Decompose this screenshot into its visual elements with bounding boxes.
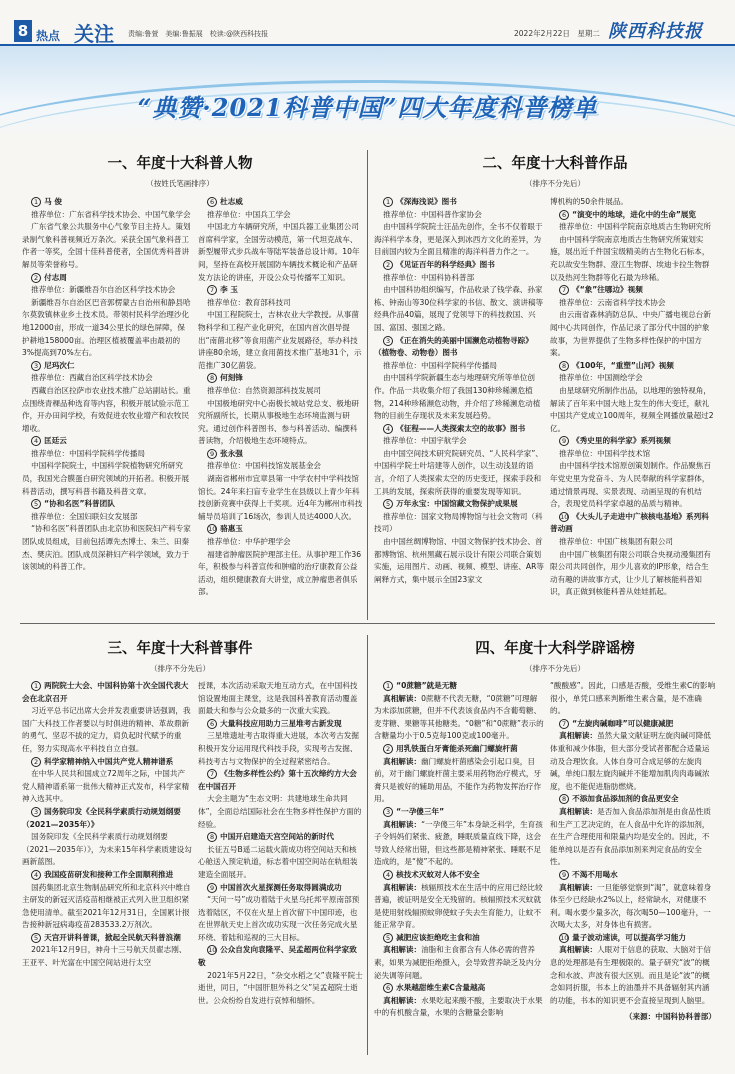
- item-number: 10: [208, 525, 217, 534]
- item-heading: [198, 831, 364, 844]
- item-heading: [374, 743, 544, 756]
- item-heading: [550, 435, 716, 448]
- paragraph: [22, 460, 192, 498]
- paragraph: [198, 221, 364, 284]
- item-heading: [550, 869, 716, 882]
- paragraph-text: 由星球研究所制作出品，以地理的独特视角，解读了百年来中国大地上发生的伟大变迁，献礼中国共产党成立100周年，视频全网播放量超过2亿。: [550, 385, 714, 433]
- item-title: 尼玛次仁: [44, 360, 75, 370]
- item-number: 5: [31, 499, 41, 509]
- item-title: 《大头儿子走进中广核核电基地》系列科普动画: [550, 511, 709, 534]
- item-number: 10: [560, 512, 569, 521]
- item-title: 不添加食品添加剂的食品更安全: [572, 794, 679, 804]
- recommender-line: 推荐单位：中国科协科普部: [383, 272, 475, 282]
- item-number: 9: [207, 883, 217, 893]
- paragraph: [198, 398, 364, 448]
- item-title: 《“象”往哪边》视频: [572, 285, 643, 295]
- item-number: 7: [207, 769, 217, 779]
- paragraph: [374, 284, 544, 334]
- item-number: 8: [207, 373, 217, 383]
- item-heading: [198, 718, 364, 731]
- item-number: 1: [31, 681, 41, 691]
- main-title: “典赞·2021科普中国”四大年度科普榜单: [137, 93, 598, 122]
- item-number: 3: [31, 807, 41, 817]
- paragraph: [22, 221, 192, 271]
- item-heading: [374, 335, 544, 360]
- item-heading: [374, 680, 544, 693]
- item-heading: [198, 448, 364, 461]
- item-heading: [550, 360, 716, 373]
- item-number: 5: [383, 933, 393, 943]
- truth-explanation: 真相解读：人眼对于信息的获取、大脑对于信息的处理都是有生理极限的。量子研究“波”的概念和水波、声波有很大区别。而且是论“波”的概念如同折服，书本上的油墨并不具备辐射其内涵的功能，书本的知识更不会直接呈现到人脑里。: [550, 945, 711, 1005]
- paragraph: [374, 819, 544, 869]
- section-2-column-left: [374, 196, 544, 616]
- truth-explanation: 真相解读：是否加入食品添加剂是由食品性质和生产工艺决定的，在人食品中允许的添加剂，在生产合理使用和限量内均是安全的。因此，不能单纯以是否有食品添加剂来判定食品的安全性。: [550, 806, 711, 867]
- item-title: 《深海浅说》图书: [396, 197, 457, 206]
- editors-line: 责编:鲁萱 美编:鲁振展 校读:@陕西科技报: [128, 30, 269, 38]
- recommender-line: 推荐单位：教育部科技司: [207, 297, 291, 307]
- item-number: 5: [383, 499, 393, 509]
- item-number: 2: [31, 273, 41, 283]
- paragraph-text: 2021年12月9日，神舟十三号航天员翟志刚、王亚平、叶光富在中国空间站进行太空: [22, 945, 187, 968]
- item-number: 4: [31, 870, 41, 880]
- paragraph-text: 由中国科学院南京地质古生物研究所策划实施，展出近千件国宝级精美的古生物化石标本，充以故安生物群、澄江生物群、埃迪卡拉生物群以及热河生物群等化石最为珍稀。: [550, 234, 710, 282]
- item-title: 公众自发向袁隆平、吴孟超两位科学家致敬: [198, 945, 357, 968]
- paragraph-text: 由中国科学院新疆生态与地理研究所等单位创作。作品一共收集介绍了我国130种珍稀濒危植物，214种珍稀濒危动物，并介绍了珍稀濒危动植物的目前生存现状及未来发展趋势。: [374, 373, 541, 421]
- truth-explanation: 真相解读：水果吃起来酸不酸，主要取决于水果中的有机酸含量，水果的含糖量会影响: [374, 995, 543, 1018]
- item-number: 2: [31, 757, 41, 767]
- truth-explanation: 真相解读：0蔗糖不代表无糖，“0蔗糖”可理解为未添加蔗糖，但并不代表该食品内不含葡萄糖、麦芽糖、果糖等其他糖类。“0糖”和“0蔗糖”表示的含糖量均小于0.5克每100克或100毫升。: [374, 693, 544, 741]
- paragraph: [550, 385, 716, 435]
- truth-label: 真相解读：: [383, 882, 422, 892]
- item-heading: [374, 498, 544, 511]
- recommender-line: 推荐单位：广东省科学技术协会、中国气象学会: [31, 209, 191, 219]
- section-label-b: 关注: [74, 22, 114, 46]
- item-number: 4: [31, 436, 41, 446]
- source-credit: （来源：中国科协科普部）: [624, 1012, 716, 1022]
- section-4-note: （排序不分先后）: [525, 664, 585, 673]
- recommender-line: 推荐单位：自然资源部科技发展司: [207, 385, 322, 395]
- item-number: 7: [559, 719, 569, 729]
- page-header: [0, 0, 735, 46]
- paragraph: [374, 536, 544, 586]
- item-heading: [198, 882, 364, 895]
- item-heading: [198, 944, 364, 969]
- item-number: 6: [207, 197, 217, 207]
- paragraph-text: 中国极地研究中心南极长城站党总支、极地研究所副所长，长期从事极地生态环境监测与研究。通过创作科普图书、参与科普活动、编撰科普读物，介绍极地生态环境特点。: [198, 398, 359, 446]
- truth-label: 真相解读：: [383, 995, 422, 1005]
- paragraph: [198, 549, 364, 599]
- item-heading: [374, 869, 544, 882]
- truth-explanation: 真相解读：虽然大量文献证明左旋肉碱可降低体重和减少体脂，但大部分受试者都配合适量运动及合理饮食。人体自身可合成足够的左旋肉碱，单纯口服左旋肉碱并不能增加肌肉肉毒碱浓度，也不能促进脂肪燃烧。: [550, 731, 711, 791]
- paragraph-text: 长征五号B遥二运载火箭成功将空间站天和核心舱送入预定轨道，标志着中国空间站在轨组装建造全面展开。: [198, 844, 358, 879]
- paragraph-text: 广东省气象公共服务中心气象节目主持人。策划录制气象科普视频近万条次。采获全国气象科普工作者一等奖，全国十佳科普使者，全国优秀科普讲解员等荣誉称号。: [22, 222, 191, 269]
- paragraph-text: 中国工程院院士，吉林农业大学教授。从事菌物科学和工程产业化研究，在国内首次倡导提出“南菌北移”等食用菌产业发展路径，举办科技讲座80余场，建立食用菌技术推广基地31个，示范推广30亿菌袋。: [198, 310, 362, 370]
- item-number: 4: [383, 424, 393, 434]
- item-heading: [22, 806, 192, 831]
- paragraph-text: 国务院印发《全民科学素质行动规划纲要（2021—2035年）》，为未来15年科学素质建设勾画新蓝图。: [22, 832, 192, 867]
- paragraph: [198, 473, 364, 523]
- paragraph-continued: 博机构的50余件展品。: [550, 197, 629, 206]
- paragraph: [22, 768, 192, 806]
- item-title: 《征程——人类探索太空的故事》图书: [396, 423, 526, 433]
- item-number: 3: [383, 807, 393, 817]
- truth-explanation: 真相解读：油脂和主食都含有人体必需的营养素，如果为减肥拒绝摄入，会导致营养缺乏及内分泌失调等问题。: [374, 945, 542, 980]
- item-heading: [22, 498, 192, 511]
- truth-explanation: 真相解读：一旦能够觉察到“渴”，就意味着身体至少已经缺水2%以上，经常缺水，对健康不利。喝水要少量多次，每次喝50—100毫升，一次喝大太多，对身体也有损害。: [550, 882, 712, 930]
- recommender-line: 推荐单位：新疆维吾尔自治区科学技术协会: [31, 285, 176, 295]
- item-heading: [198, 196, 364, 209]
- truth-label: 真相解读：: [559, 806, 598, 816]
- issue-date: 2022年2月22日 星期二: [514, 29, 600, 38]
- recommender-line: 推荐单位：中国测绘学会: [559, 373, 643, 383]
- item-number: 1: [31, 197, 41, 207]
- truth-label: 真相解读：: [383, 945, 422, 955]
- item-title: 中国开启建造天宫空间站的新时代: [220, 832, 335, 842]
- item-heading: [198, 523, 364, 536]
- paragraph-text: 国药集团北京生物制品研究所和北京科兴中维自主研发的新冠灭活疫苗相继被正式列入世卫组织紧急使用清单。截至2021年12月31日，全国累计报告接种新冠病毒疫苗283533.2万剂次。: [22, 882, 191, 930]
- item-title: 万年永宝：中国馆藏文物保护成果展: [396, 499, 518, 509]
- section-2-column-right: [550, 196, 716, 616]
- item-heading: [22, 360, 192, 373]
- item-title: 大量科技应用助力三星堆考古新发现: [220, 718, 342, 728]
- paragraph-text: 由中国科学技术馆原创策划制作。作品聚焦百年党史里为党奋斗、为人民奉献的科学家群体，通过情景再现、实景表现、动画呈现的有机结合，表现党员科学家卓越的品质与精神。: [550, 461, 711, 509]
- column-divider-bottom: [367, 635, 368, 1055]
- newspaper-logo: 陕西科技报: [608, 21, 703, 42]
- paragraph-continued: “酸酸感”。因此，口感是否酸，受维生素C的影响很小，单凭口感来判断维生素含量，是不准确的。: [550, 681, 716, 716]
- truth-explanation: 真相解读：幽门螺旋杆菌感染会引起口臭，目前，对于幽门螺旋杆菌主要采用药物治疗模式，牙膏只是被好的辅助用品，不能作为药物发挥治疗作用。: [374, 756, 542, 804]
- item-heading: [374, 982, 544, 995]
- paragraph-text: 中国科学院院士，中国科学院植物研究所研究员，我国光合膜蛋白研究领域的开拓者。积极开展科普活动，撰写科普书籍及科普文章。: [22, 461, 190, 496]
- item-title: 天宫开讲科普课，掀起全民航天科普浪潮: [44, 932, 181, 942]
- section-divider: [20, 623, 715, 624]
- recommender-line: 推荐单位：国家文物局博物馆与社会文物司（科技司）: [374, 511, 543, 534]
- section-2-title: 二、年度十大科普作品: [482, 156, 628, 172]
- section-3-note: （排序不分先后）: [150, 664, 210, 673]
- item-heading: [374, 196, 544, 209]
- section-3-column-left: [22, 680, 192, 1066]
- recommender-line: 推荐单位：中国科普作家协会: [383, 209, 482, 219]
- section-4-title: 四、年度十大科学辟谣榜: [475, 641, 635, 657]
- paragraph-text: 三星堆遗址考古取得重大进展，本次考古发掘积极开发分运用现代科技手段，实现考古发掘、科技考古与文物保护的全过程紧密结合。: [198, 731, 359, 766]
- paragraph: [374, 448, 544, 498]
- item-title: “左旋肉碱咖啡”可以健康减肥: [572, 718, 674, 728]
- item-number: 3: [31, 361, 41, 371]
- paragraph: [22, 523, 192, 573]
- paragraph: [198, 894, 364, 944]
- item-title: 国务院印发《全民科学素质行动规划纲要（2021—2035年）》: [22, 806, 181, 829]
- paragraph-text: “协和名医”科普团队由北京协和医院妇产科专家团队成员组成，目前包括谭先杰博士、朱兰、田秦杰、樊庆泊。团队成员深耕妇产科学领域，致力于该领域的科普工作。: [22, 524, 191, 572]
- item-heading: [198, 284, 364, 297]
- recommender-line: 推荐单位：中华护理学会: [207, 537, 291, 547]
- item-number: 9: [559, 870, 569, 880]
- item-number: 10: [208, 946, 217, 955]
- item-title: “演变中的地球，进化中的生命”展览: [572, 209, 696, 219]
- recommender-line: 推荐单位：中国科学院科学传播局: [31, 448, 146, 458]
- item-heading: [374, 423, 544, 436]
- paragraph: [550, 460, 716, 510]
- recommender-line: 推荐单位：中国科技馆发展基金会: [207, 461, 322, 471]
- paragraph: [550, 882, 716, 932]
- paragraph-text: 新疆维吾尔自治区巴音郭楞蒙古自治州和静县哈尔莫敦镇林业乡土技术员。带领村民科学治理沙化地12000亩，形成一道34公里长的绿色屏障，保护耕地158000亩。治理区植被覆盖率由最初的3%提高到70%左右。: [22, 297, 191, 358]
- item-number: 8: [559, 361, 569, 371]
- paragraph: [198, 309, 364, 372]
- paragraph: [22, 297, 192, 360]
- item-number: 1: [383, 197, 393, 207]
- item-number: 7: [559, 285, 569, 295]
- item-title: 中国首次火星探测任务取得圆满成功: [220, 882, 342, 892]
- item-title: 《生物多样性公约》第十五次缔约方大会在中国召开: [198, 769, 357, 791]
- item-title: 《秀史里的科学家》系列视频: [572, 436, 671, 446]
- paragraph-text: 2021年5月22日，“杂交水稻之父”袁隆平院士逝世，同日，“中国肝胆外科之父”吴孟超院士逝世。公众纷纷自发进行哀悼和缅怀。: [198, 970, 363, 1005]
- paragraph-continued: 授课，本次活动采取天地互动方式，在中国科技馆设置地面主课堂，这是我国科普教育活动覆盖面最大和参与公众最多的一次重大实践。: [198, 681, 358, 716]
- item-heading: [198, 768, 364, 793]
- item-title: 我国疫苗研发和接种工作全面顺利推进: [44, 869, 174, 879]
- paragraph: [198, 793, 364, 831]
- paragraph-text: 大会主题为“生态文明：共建地球生命共同体”，全面总结国际社会在生物多样性保护方面的经验。: [198, 794, 362, 829]
- truth-label: 真相解读：: [559, 731, 598, 741]
- item-heading: [550, 209, 716, 222]
- item-heading: [22, 869, 192, 882]
- paragraph: [374, 944, 544, 982]
- item-heading: [22, 435, 192, 448]
- recommender-line: 推荐单位：中国科学技术馆: [559, 448, 651, 458]
- item-title: 《100年，“重塑”山河》视频: [572, 360, 674, 370]
- truth-explanation: 真相解读：核辐照技术在生活中的应用已经比较普遍，被证明是安全无残留的。核辐照技术灭蚊就是使用射线辐照蚊卵使蚊子失去生育能力，让蚊不能正常孕育。: [374, 882, 543, 930]
- item-title: 量子波动速读，可以提高学习能力: [572, 932, 687, 942]
- section-1-note: （按姓氏笔画排序）: [146, 179, 214, 188]
- section-3-title: 三、年度十大科普事件: [107, 641, 253, 657]
- recommender-line: 推荐单位：中国广核集团有限公司: [559, 537, 674, 547]
- item-title: 张永强: [220, 448, 243, 458]
- paragraph: [22, 385, 192, 435]
- item-title: 匡廷云: [44, 436, 67, 446]
- section-4-column-right: [550, 680, 716, 1066]
- paragraph-text: 习近平总书记出席大会并发表重要讲话强调，我国广大科技工作者要以与时俱进的精神、革故鼎新的勇气、坚忍不拔的定力，肩负起时代赋予的重任，努力实现高水平科技自立自强。: [22, 706, 191, 753]
- section-4-column-left: [374, 680, 544, 1066]
- item-number: 6: [559, 210, 569, 220]
- paragraph: [550, 806, 716, 869]
- paragraph: [198, 970, 364, 1008]
- item-heading: [198, 372, 364, 385]
- truth-label: 真相解读：: [559, 882, 598, 892]
- paragraph-text: 中国北方车辆研究所，中国兵器工业集团公司首席科学家，全国劳动模范，第一代坦克战车、新型履带式步兵战车等陆军装备总设计师。10年间，坚持在高校开展国防车辆技术概论和产品研发方法论的讲座，开设公众号传播军工知识。: [198, 222, 360, 282]
- item-number: 1: [383, 681, 393, 691]
- truth-explanation: 真相解读：“一孕傻三年”本身缺乏科学，生育孩子令妈妈们紧张、疲惫，睡眠质量直线下降，这会导致人经常出错，但这些都是精神紧张、睡眠不足造成的，是“傻”不起的。: [374, 819, 543, 867]
- paragraph: [22, 944, 192, 969]
- section-3-column-right: [198, 680, 364, 1066]
- section-1-column-right: [198, 196, 364, 616]
- item-title: 减肥应该拒绝吃主食和油: [396, 932, 480, 942]
- paragraph-text: 由中国科学院院士汪品先创作，全书不仅着眼于海洋科学本身，更是深入到冰西方文化的差异，为目前国内较为全面且精准的海洋科普力作之一。: [374, 222, 543, 257]
- item-heading: [550, 718, 716, 731]
- item-heading: [550, 511, 716, 536]
- item-number: 7: [207, 285, 217, 295]
- item-heading: [22, 272, 192, 285]
- item-title: 核技术灭蚊对人体不安全: [396, 869, 480, 879]
- item-title: 杜志威: [220, 197, 243, 206]
- item-title: 科学家精神纳入中国共产党人精神谱系: [44, 756, 174, 766]
- item-title: 何刻锋: [220, 373, 243, 383]
- recommender-line: 推荐单位：中国兵工学会: [207, 209, 291, 219]
- item-title: 不渴不用喝水: [572, 869, 618, 879]
- paragraph: [22, 831, 192, 869]
- section-label-a: 热点: [36, 29, 61, 43]
- paragraph: [374, 995, 544, 1020]
- section-2-note: （排序不分先后）: [525, 179, 585, 188]
- item-number: 8: [559, 794, 569, 804]
- paragraph: [198, 730, 364, 768]
- item-title: 《正在消失的美丽中国濒危动植物寻踪》（植物卷、动物卷）图书: [374, 335, 533, 358]
- paragraph: [550, 944, 716, 1007]
- paragraph: [374, 882, 544, 932]
- paragraph-text: 湖南省郴州市宜章县第一中学农村中学科技馆馆长。24年来扫盲专业学生在县级以上青少年科技创新竞赛中获得上千奖项。近4年为郴州市科技辅导员培训了16场次，参训人员达4000人次。: [198, 474, 363, 521]
- paragraph-text: 西藏自治区拉萨市农业技术推广总站副站长。重点围绕青稞品种选育等内容，积极开展试验示范工作，开办田间学校，有效促进农牧业增产和农牧民增收。: [22, 385, 191, 433]
- recommender-line: 推荐单位：中国宇航学会: [383, 436, 467, 446]
- paragraph: [374, 756, 544, 806]
- section-1-title: 一、年度十大科普人物: [107, 156, 253, 172]
- page-number: 8: [14, 20, 32, 42]
- truth-label: 真相解读：: [383, 693, 422, 703]
- truth-label: 真相解读：: [559, 945, 598, 955]
- item-heading: [374, 932, 544, 945]
- paragraph: [22, 705, 192, 755]
- item-number: 10: [560, 933, 569, 942]
- recommender-line: 推荐单位：云南省科学技术协会: [559, 297, 666, 307]
- item-title: 骆惠玉: [220, 524, 243, 534]
- item-number: 2: [383, 744, 393, 754]
- paragraph-text: 由中国科协组织编写，作品收录了钱学森、孙家栋、钟南山等30位科学家的书信、散文、演讲稿等经典作品40篇，展现了党领导下的科技救国、兴国、富国、强国之路。: [374, 285, 544, 332]
- paragraph-text: 由中国广核集团有限公司联合央视动漫集团有限公司共同创作，用少儿喜欢的IP形象，结合生动有趣的讲故事方式，让少儿了解核能科普知识，真正做到核能科普从娃娃抓起。: [550, 549, 711, 597]
- item-title: “协和名医”科普团队: [44, 499, 115, 509]
- paragraph: [550, 549, 716, 599]
- item-number: 2: [383, 260, 393, 270]
- paragraph: [550, 309, 716, 359]
- item-heading: [22, 680, 192, 705]
- paragraph: [550, 730, 716, 793]
- paragraph: [374, 372, 544, 422]
- item-title: 马 俊: [44, 197, 62, 206]
- item-title: 水果越甜维生素C含量越高: [396, 983, 486, 993]
- item-heading: [22, 756, 192, 769]
- item-title: “一孕傻三年”: [396, 806, 445, 816]
- item-title: “0蔗糖”就是无糖: [396, 681, 457, 690]
- paragraph: [374, 221, 544, 259]
- paragraph-text: 由中国空间技术研究院研究员、“人民科学家”、中国科学院士叶培建等人创作，以生动浅显的语言，介绍了人类探索太空的历史变迁，探索手段和工具的发展，探索所获得的重要发现等知识。: [374, 448, 543, 496]
- paragraph-text: 由云南省森林消防总队、中央广播电视总台新闻中心共同创作，作品记录了部分代中国的护象故事，为世界提供了生物多样性保护的中国方案。: [550, 310, 711, 358]
- item-number: 6: [383, 983, 393, 993]
- recommender-line: 推荐单位：全国妇联妇女发展部: [31, 511, 138, 521]
- item-number: 3: [383, 336, 393, 346]
- item-heading: [550, 932, 716, 945]
- section-1-column-left: [22, 196, 192, 616]
- item-number: 8: [207, 832, 217, 842]
- paragraph-text: 由中国丝绸博物馆、中国文物保护技术协会、首都博物馆、杭州黑藏石展示设计有限公司联合策划实施，运用图片、动画、视频、模型、讲座、AR等阐释方式，集中展示全国23家文: [374, 537, 544, 584]
- item-heading: [550, 793, 716, 806]
- paragraph: [374, 693, 544, 743]
- paragraph: [22, 882, 192, 932]
- recommender-line: 推荐单位：西藏自治区科学技术协会: [31, 373, 153, 383]
- item-title: 用乳铁蛋白牙膏能杀死幽门螺旋杆菌: [396, 743, 518, 753]
- item-heading: [374, 806, 544, 819]
- item-number: 9: [559, 436, 569, 446]
- item-number: 4: [383, 870, 393, 880]
- paragraph-text: 在中华人民共和国成立72周年之际，中国共产党人精神谱系第一批伟大精神正式发布，科学家精神入选其中。: [22, 769, 190, 804]
- paragraph: [550, 234, 716, 284]
- item-heading: [374, 259, 544, 272]
- item-number: 5: [31, 933, 41, 943]
- item-heading: [22, 932, 192, 945]
- item-heading: [22, 196, 192, 209]
- truth-label: 真相解读：: [383, 756, 422, 766]
- truth-label: 真相解读：: [383, 819, 422, 829]
- item-title: 李 玉: [220, 285, 238, 295]
- item-number: 6: [207, 719, 217, 729]
- recommender-line: 推荐单位：中国科学院南京地质古生物研究所: [559, 222, 711, 232]
- column-divider-top: [367, 150, 368, 620]
- recommender-line: 推荐单位：中国科学院科学传播局: [383, 360, 498, 370]
- item-title: 两院院士大会、中国科协第十次全国代表大会在北京召开: [22, 681, 189, 703]
- item-title: 付志周: [44, 272, 67, 282]
- item-number: 9: [207, 449, 217, 459]
- paragraph-text: 福建省肿瘤医院护理部主任。从事护理工作36年，积极参与科普宣传和肿瘤的治疗康教育公益活动，组织健康教育大讲堂，成立肿瘤患者俱乐部。: [198, 549, 362, 597]
- paragraph-text: “天问一号”成功着陆于火星乌托邦平原南部预选着陆区，不仅在火星上首次留下中国印迹，也在世界航天史上首次成功实现一次任务完成火星环绕、着陆和巡视的三大目标。: [198, 895, 360, 942]
- item-title: 《见证百年的科学经典》图书: [396, 259, 495, 269]
- paragraph: [198, 844, 364, 882]
- item-heading: [550, 284, 716, 297]
